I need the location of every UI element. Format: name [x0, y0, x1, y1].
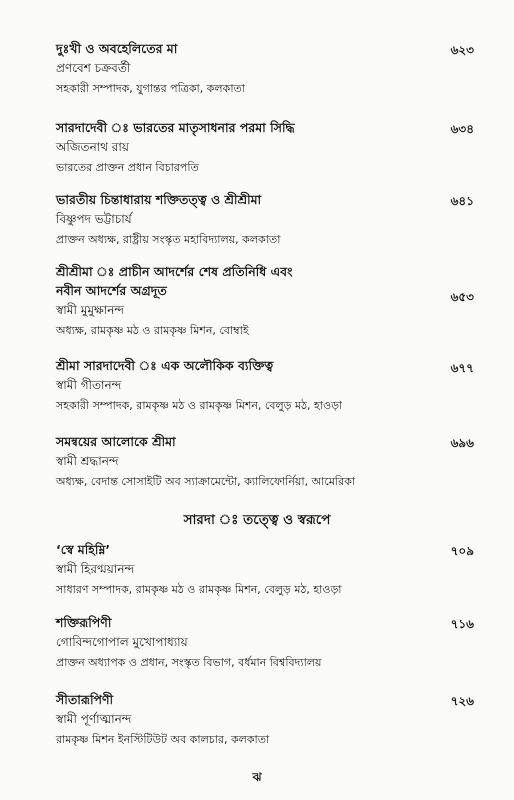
entry-affiliation: প্রাক্তন অধ্যক্ষ, রাষ্ট্রীয় সংস্কৃত মহাবিদ্যালয়, কলকাতা [56, 233, 281, 246]
toc-entry [56, 263, 476, 339]
toc-entry [56, 433, 476, 490]
toc-entry [56, 691, 476, 748]
toc-entry [56, 119, 476, 176]
entry-title: দুঃখী ও অবহেলিতের মা [56, 41, 178, 56]
entry-author: প্রণবেশ চক্রবর্তী [56, 61, 131, 75]
entry-affiliation: সহকারী সম্পাদক, যুগান্তর পত্রিকা, কলকাতা [56, 82, 245, 95]
entry-affiliation: অধ্যক্ষ, বেদান্ত সোসাইটি অব স্যাক্রামেন্টো, ক্যালিফোর্নিয়া, আমেরিকা [56, 475, 356, 488]
toc-entry [56, 40, 476, 97]
entry-affiliation: ভারতের প্রাক্তন প্রধান বিচারপতি [56, 161, 199, 174]
entry-author: বিষ্ণুপদ ভট্টাচার্য [56, 212, 132, 226]
entry-author: স্বামী শ্রদ্ধানন্দ [56, 454, 119, 468]
entry-author: গোবিন্দগোপাল মুখোপাধ্যায় [56, 635, 188, 649]
entry-affiliation: রামকৃষ্ণ মিশন ইনস্টিটিউট অব কালচার, কলকাতা [56, 733, 270, 746]
page-footer-marker: ঝ [252, 770, 262, 784]
entry-author: স্বামী পূর্ণাত্মানন্দ [56, 712, 132, 726]
entry-title: ‘স্বে মহিম্নি’ [56, 542, 111, 557]
entry-title: শ্রীশ্রীমা ঃ প্রাচীন আদর্শের শেষ প্রতিনিধি এবং [56, 264, 293, 279]
entry-author: অজিতনাথ রায় [56, 140, 129, 154]
entry-title: সীতারূপিণী [56, 692, 114, 707]
entry-affiliation: অধ্যক্ষ, রামকৃষ্ণ মঠ ও রামকৃষ্ণ মিশন, বোম্বাই [56, 324, 249, 337]
entry-affiliation: সহকারী সম্পাদক, রামকৃষ্ণ মঠ ও রামকৃষ্ণ মিশন, বেলুড় মঠ, হাওড়া [56, 399, 343, 412]
entry-affiliation: সাধারণ সম্পাদক, রামকৃষ্ণ মঠ ও রামকৃষ্ণ মিশন, বেলুড় মঠ, হাওড়া [56, 583, 342, 596]
entry-page-number: ৭১৬ [450, 617, 474, 631]
entry-author: স্বামী মুমুক্ষানন্দ [56, 303, 125, 317]
entry-page-number: ৬৭৭ [450, 361, 474, 375]
toc-entry [56, 357, 476, 414]
entry-page-number: ৬৪১ [450, 194, 474, 208]
entry-title-continued: নবীন আদর্শের অগ্রদূত [56, 283, 167, 298]
entry-page-number: ৬২৩ [450, 43, 474, 57]
entry-title: শ্রীমা সারদাদেবী ঃ এক অলৌকিক ব্যক্তিত্ব [56, 358, 274, 373]
entry-page-number: ৬৩৪ [450, 122, 474, 136]
entry-author: স্বামী হিরণ্ময়ানন্দ [56, 562, 135, 576]
entry-title: সমন্বয়ের আলোকে শ্রীমা [56, 434, 176, 449]
toc-entry [56, 191, 476, 248]
entry-title: ভারতীয় চিন্তাধারায় শক্তিতত্ত্ব ও শ্রীশ্রীমা [56, 192, 262, 207]
entry-page-number: ৬৫৩ [450, 290, 474, 304]
entry-page-number: ৬৯৬ [450, 436, 474, 450]
entry-page-number: ৭০৯ [450, 544, 474, 558]
entry-page-number: ৭২৬ [450, 694, 474, 708]
toc-entry [56, 541, 476, 598]
section-heading: সারদা ঃ তত্ত্বে ও স্বরূপে [183, 512, 331, 528]
toc-entry [56, 614, 476, 671]
entry-title: সারদাদেবী ঃ ভারতের মাতৃসাধনার পরমা সিদ্ধি [56, 120, 295, 135]
entry-title: শক্তিরূপিণী [56, 615, 112, 630]
entry-author: স্বামী গীতানন্দ [56, 378, 122, 392]
entry-affiliation: প্রাক্তন অধ্যাপক ও প্রধান, সংস্কৃত বিভাগ, বর্ধমান বিশ্ববিদ্যালয় [56, 656, 322, 669]
